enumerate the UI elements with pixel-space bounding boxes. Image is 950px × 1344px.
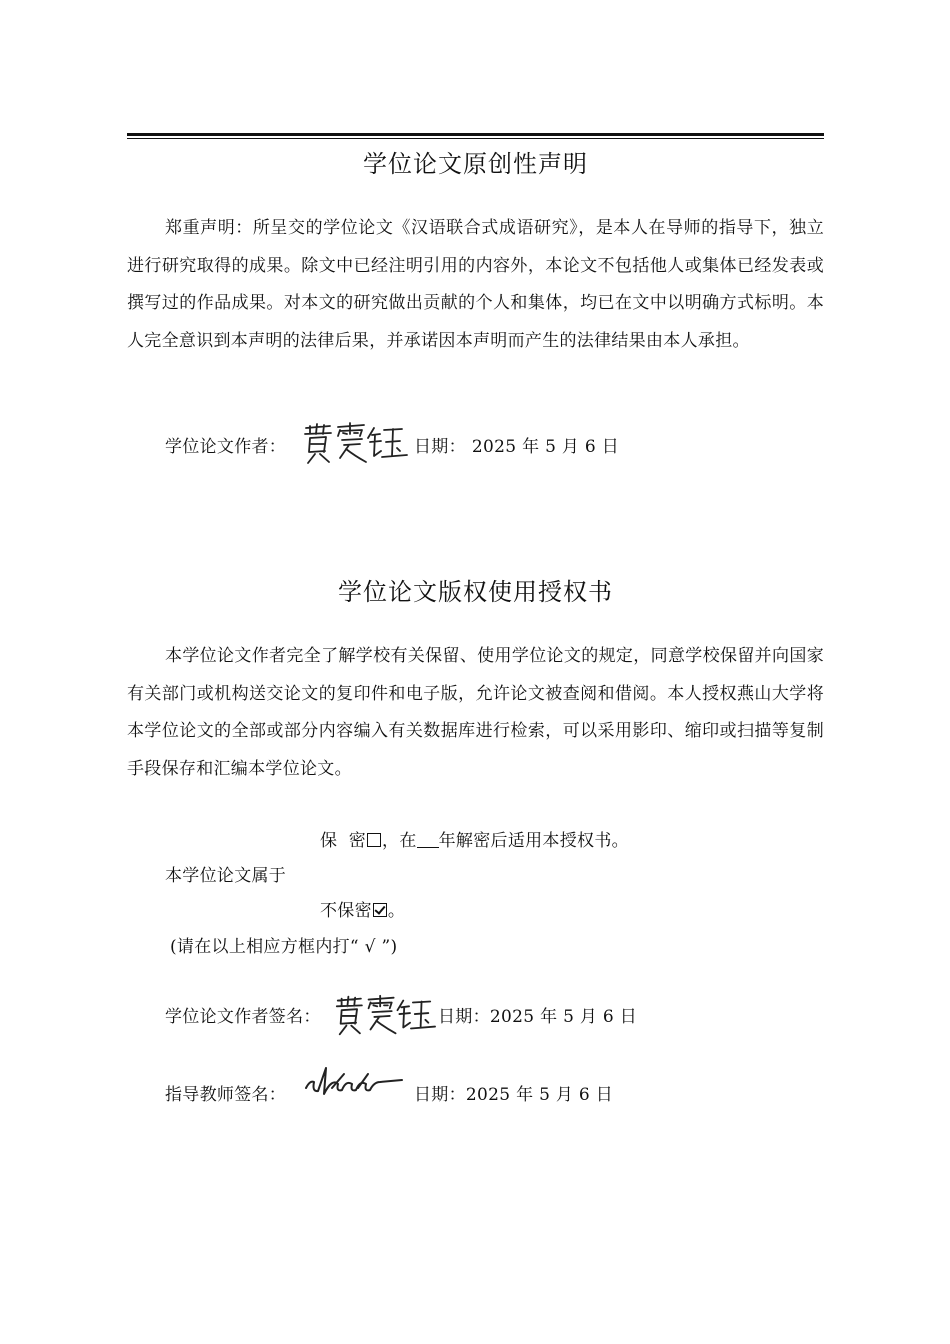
author-date-value: 2025 年 5 月 6 日 — [489, 1007, 638, 1027]
secret-option — [320, 826, 629, 851]
secret-years-blank[interactable] — [417, 833, 439, 848]
declaration-title: 学位论文原创性声明 — [363, 150, 588, 178]
nonsecret-option — [320, 896, 405, 921]
secret-checkbox[interactable] — [367, 833, 381, 847]
secret-suffix-b: 年解密后适用本授权书。 — [438, 831, 629, 851]
advisor-sign-label: 指导教师签名： — [165, 1085, 287, 1105]
declaration-body: 郑重声明：所呈交的学位论文《汉语联合式成语研究》，是本人在导师的指导下，独立进行研究取得的成果。除文中已经注明引用的内容外，本论文不包括他人或集体已经发表或撰写过的作品成果。对本文的研究做出贡献的个人和集体，均已在文中以明确方式标明。本人完全意识到本声明的法律后果，并承诺因本声明而产生的法律结果由本人承担。 — [127, 218, 824, 351]
advisor-date-value: 2025 年 5 月 6 日 — [465, 1085, 614, 1105]
author-sign-date — [438, 1002, 637, 1027]
secret-label: 保 密 — [320, 831, 367, 851]
author-date-label: 日期： — [438, 1007, 490, 1027]
nonsecret-checkbox[interactable] — [373, 903, 387, 917]
header-rule-thick — [127, 133, 824, 136]
author-sign-label: 学位论文作者签名： — [165, 1007, 321, 1027]
authorization-title: 学位论文版权使用授权书 — [338, 578, 613, 606]
secret-suffix-a: ，在 — [382, 831, 417, 851]
declaration-date-label: 日期： — [414, 437, 466, 457]
advisor-sign-date — [414, 1080, 613, 1105]
authorization-body: 本学位论文作者完全了解学校有关保留、使用学位论文的规定，同意学校保留并向国家有关部门或机构送交论文的复印件和电子版，允许论文被查阅和借阅。本人授权燕山大学将本学位论文的全部或部分内容编入有关数据库进行检索，可以采用影印、缩印或扫描等复制手段保存和汇编本学位论文。 — [127, 646, 824, 779]
declaration-date — [414, 432, 619, 457]
belongs-label: 本学位论文属于 — [165, 866, 287, 886]
author-signature-image — [300, 418, 408, 468]
checkmark-hint: (请在以上相应方框内打“ √ ”) — [170, 937, 398, 957]
declaration-date-value: 2025 年 5 月 6 日 — [471, 437, 620, 457]
advisor-signature-image — [302, 1058, 406, 1102]
header-rule-thin — [127, 138, 824, 139]
advisor-date-label: 日期： — [414, 1085, 466, 1105]
declaration-author-label: 学位论文作者： — [165, 437, 287, 457]
nonsecret-suffix: 。 — [387, 901, 406, 921]
nonsecret-label: 不保密 — [320, 901, 372, 921]
author-signature-image-2 — [332, 990, 436, 1040]
